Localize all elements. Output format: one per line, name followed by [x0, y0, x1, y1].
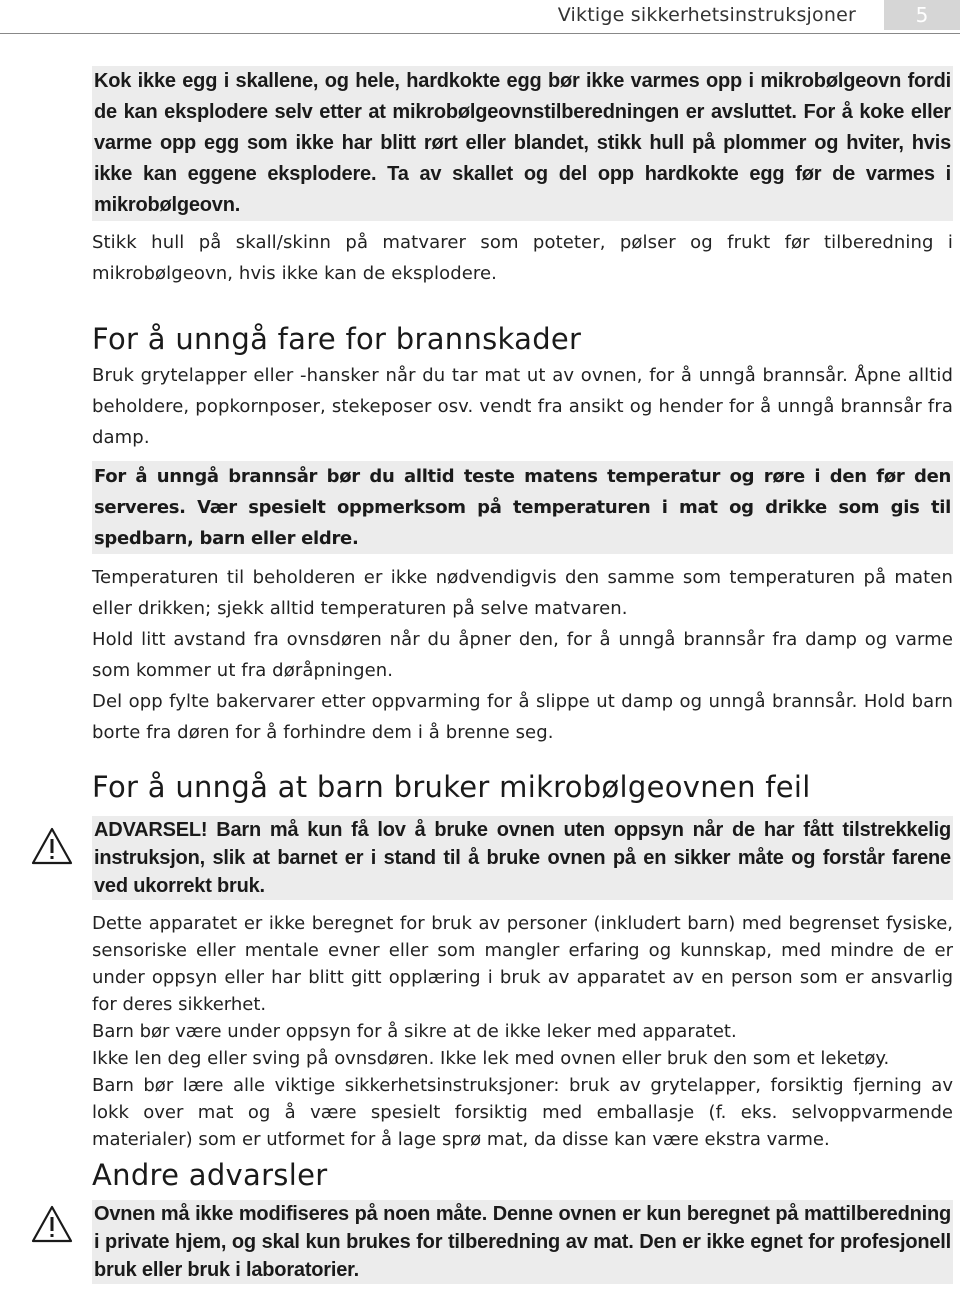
warning-triangle-icon — [30, 826, 74, 866]
other-warnings-text: Ovnen må ikke modifiseres på noen måte. Denne ovnen er kun beregnet på mattilberedning i private hjem, og skal kun brukes for tilberedning av mat. Den er ikke egnet for profesjonell bruk eller bruk i laboratorier. — [92, 1200, 953, 1284]
other-warnings-heading: Andre advarsler — [92, 1158, 328, 1192]
children-para-3: Ikke len deg eller sving på ovnsdøren. Ikke lek med ovnen eller bruk den som et leketøy. — [92, 1048, 890, 1069]
warning-triangle-icon — [30, 1204, 74, 1244]
section-other-warnings — [92, 1158, 953, 1284]
header-title: Viktige sikkerhetsinstruksjoner — [557, 4, 856, 26]
children-heading: For å unngå at barn bruker mikrobølgeovnen feil — [92, 770, 811, 804]
burns-para-1: Temperaturen til beholderen er ikke nødvendigvis den samme som temperaturen på maten eller drikken; sjekk alltid temperaturen på selve matvaren. — [92, 567, 953, 619]
burns-heading: For å unngå fare for brannskader — [92, 322, 582, 356]
page-header — [0, 0, 960, 34]
egg-warning-text: Kok ikke egg i skallene, og hele, hardkokte egg bør ikke varmes opp i mikrobølgeovn fordi de kan eksplodere selv etter at mikrobølgeovnstilberedningen er avsluttet. For å koke eller varme opp egg som ikke har blitt rørt eller blandet, stikk hull på plommer og hviter, hvis ikke kan eggene eksplodere. Ta av skallet og del opp hardkokte egg før de varmes i mikrobølgeovn. — [92, 66, 953, 221]
header-divider — [0, 33, 960, 34]
children-para-2: Barn bør være under oppsyn for å sikre at de ikke leker med apparatet. — [92, 1021, 737, 1042]
children-warning-text: ADVARSEL! Barn må kun få lov å bruke ovnen uten oppsyn når de har fått tilstrekkelig instruksjon, slik at barnet er i stand til å bruke ovnen på en sikker måte og forstår farene ved ukorrekt bruk. — [92, 816, 953, 900]
burns-intro-text: Bruk grytelapper eller -hansker når du tar mat ut av ovnen, for å unngå brannsår. Åpne alltid beholdere, popkornposer, stekeposer osv. vendt fra ansikt og hender for å unngå brannsår fra damp. — [92, 365, 953, 448]
burns-para-3: Del opp fylte bakervarer etter oppvarming for å slippe ut damp og unngå brannsår. Hold barn borte fra døren for å forhindre dem i å brenne seg. — [92, 691, 953, 743]
section-burns — [92, 322, 953, 748]
page-number: 5 — [884, 0, 960, 30]
burns-warning-text: For å unngå brannsår bør du alltid teste matens temperatur og røre i den før den serveres. Vær spesielt oppmerksom på temperaturen i mat og drikke som gis til spedbarn, barn eller eldre. — [92, 461, 953, 554]
section-eggs — [92, 66, 953, 289]
burns-para-2: Hold litt avstand fra ovnsdøren når du åpner den, for å unngå brannsår fra damp og varme som kommer ut fra døråpningen. — [92, 629, 953, 681]
egg-body-text: Stikk hull på skall/skinn på matvarer som poteter, pølser og frukt før tilberedning i mikrobølgeovn, hvis ikke kan de eksplodere. — [92, 232, 953, 284]
children-para-4: Barn bør lære alle viktige sikkerhetsinstruksjoner: bruk av grytelapper, forsiktig fjerning av lokk over mat og å være spesielt forsiktig med emballasje (f. eks. selvoppvarmende materialer) som er utformet for å lage sprø mat, da disse kan være ekstra varme. — [92, 1075, 953, 1150]
section-children — [92, 770, 953, 1153]
children-para-1: Dette apparatet er ikke beregnet for bruk av personer (inkludert barn) med begrenset fysiske, sensoriske eller mentale evner eller som mangler erfaring og kunnskap, med mindre de er under oppsyn eller har blitt gitt opplæring i bruk av apparatet av en person som er ansvarlig for deres sikkerhet. — [92, 913, 953, 1015]
